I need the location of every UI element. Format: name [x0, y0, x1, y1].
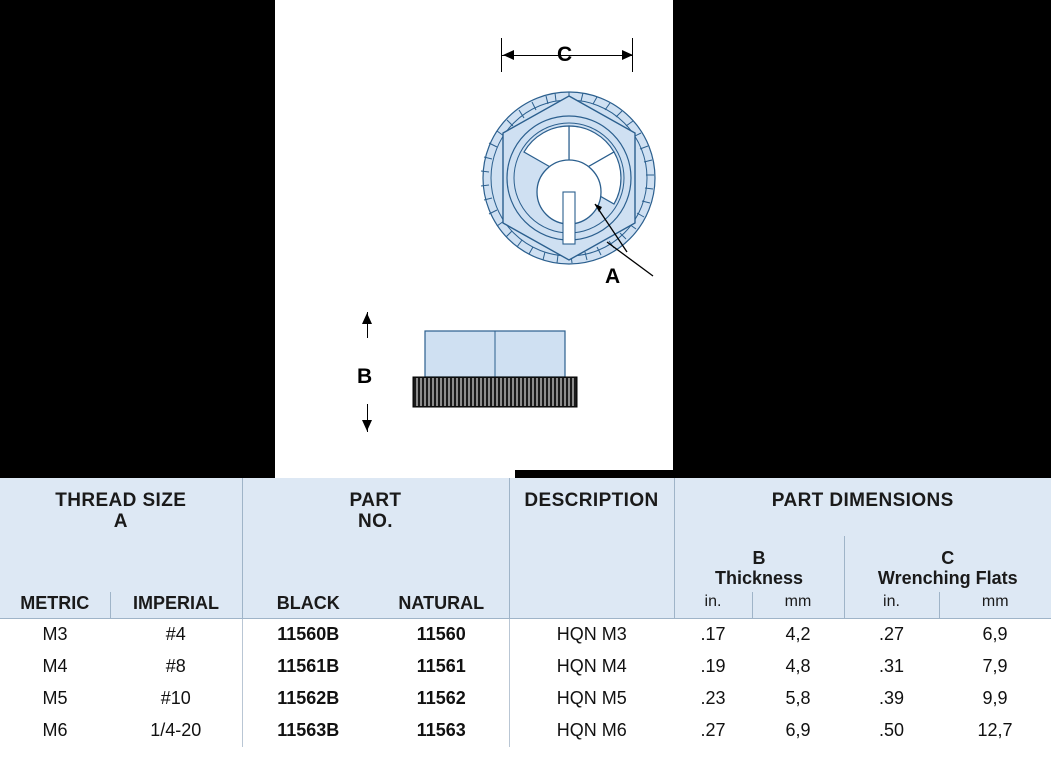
table-column-header-row: [0, 592, 1051, 619]
arrow-up-icon: [362, 313, 372, 324]
cell-c-mm: 12,7: [939, 715, 1051, 747]
cell-black: 11560B: [242, 619, 374, 652]
cell-metric: M4: [0, 651, 110, 683]
cell-c-mm: 6,9: [939, 619, 1051, 652]
header-dim-b-name: Thickness: [714, 567, 804, 588]
table-row: [0, 651, 1051, 683]
cell-b-in: .23: [674, 683, 752, 715]
cell-black: 11561B: [242, 651, 374, 683]
side-view-drawing: [405, 325, 585, 425]
cell-natural: 11560: [374, 619, 509, 652]
cell-c-in: .50: [844, 715, 939, 747]
cell-description: HQN M6: [509, 715, 674, 747]
table-row: [0, 619, 1051, 652]
cell-metric: M6: [0, 715, 110, 747]
header-col-imperial: IMPERIAL: [110, 592, 242, 619]
header-unit-c-mm: mm: [939, 592, 1051, 619]
cell-c-in: .39: [844, 683, 939, 715]
header-col-black: BLACK: [242, 592, 374, 619]
cell-black: 11563B: [242, 715, 374, 747]
header-thread-size: [0, 478, 242, 536]
header-part-no-line2: NO.: [358, 511, 393, 533]
header-unit-c-in: in.: [844, 592, 939, 619]
cell-black: 11562B: [242, 683, 374, 715]
cell-b-mm: 4,8: [752, 651, 844, 683]
cell-b-in: .17: [674, 619, 752, 652]
cell-natural: 11563: [374, 715, 509, 747]
cell-b-in: .19: [674, 651, 752, 683]
cell-description: HQN M4: [509, 651, 674, 683]
cell-b-mm: 5,8: [752, 683, 844, 715]
cell-imperial: 1/4-20: [110, 715, 242, 747]
arrow-left-icon: [503, 50, 514, 60]
header-col-metric: METRIC: [0, 592, 110, 619]
header-unit-b-in: in.: [674, 592, 752, 619]
spacer-thread: [0, 536, 242, 592]
cell-c-in: .31: [844, 651, 939, 683]
header-dim-c-name: Wrenching Flats: [877, 567, 1018, 588]
header-dim-b: [674, 536, 844, 592]
cell-imperial: #4: [110, 619, 242, 652]
header-part-dimensions: PART DIMENSIONS: [674, 478, 1051, 536]
arrow-right-icon: [622, 50, 633, 60]
dimension-tick-c-left: [501, 38, 502, 72]
header-part-no: [242, 478, 509, 536]
part-illustration: [275, 0, 673, 478]
header-col-description: [509, 592, 674, 619]
header-unit-b-mm: mm: [752, 592, 844, 619]
table-row: [0, 715, 1051, 747]
divider-bar: [515, 470, 1051, 478]
cell-b-mm: 6,9: [752, 715, 844, 747]
cell-c-mm: 9,9: [939, 683, 1051, 715]
cell-imperial: #8: [110, 651, 242, 683]
cell-natural: 11561: [374, 651, 509, 683]
cell-c-in: .27: [844, 619, 939, 652]
dimension-label-a: A: [605, 265, 621, 288]
arrow-down-icon: [362, 420, 372, 431]
cell-b-in: .27: [674, 715, 752, 747]
header-thread-size-sub: A: [113, 511, 128, 533]
dimension-label-b: B: [357, 365, 373, 388]
cell-metric: M5: [0, 683, 110, 715]
header-thread-size-title: THREAD SIZE: [55, 490, 187, 511]
cell-metric: M3: [0, 619, 110, 652]
specification-table: [0, 478, 1051, 780]
header-description: DESCRIPTION: [509, 478, 674, 592]
header-col-natural: NATURAL: [374, 592, 509, 619]
dimension-label-c: C: [557, 43, 573, 66]
spacer-part: [242, 536, 509, 592]
header-dim-c: [844, 536, 1051, 592]
header-dim-b-letter: B: [752, 547, 766, 568]
cell-natural: 11562: [374, 683, 509, 715]
table-row: [0, 683, 1051, 715]
header-dim-c-letter: C: [941, 547, 955, 568]
cell-c-mm: 7,9: [939, 651, 1051, 683]
cell-description: HQN M3: [509, 619, 674, 652]
header-part-no-line1: PART: [349, 490, 402, 511]
table-group-header-row: [0, 478, 1051, 536]
cell-b-mm: 4,2: [752, 619, 844, 652]
cell-imperial: #10: [110, 683, 242, 715]
cell-description: HQN M5: [509, 683, 674, 715]
